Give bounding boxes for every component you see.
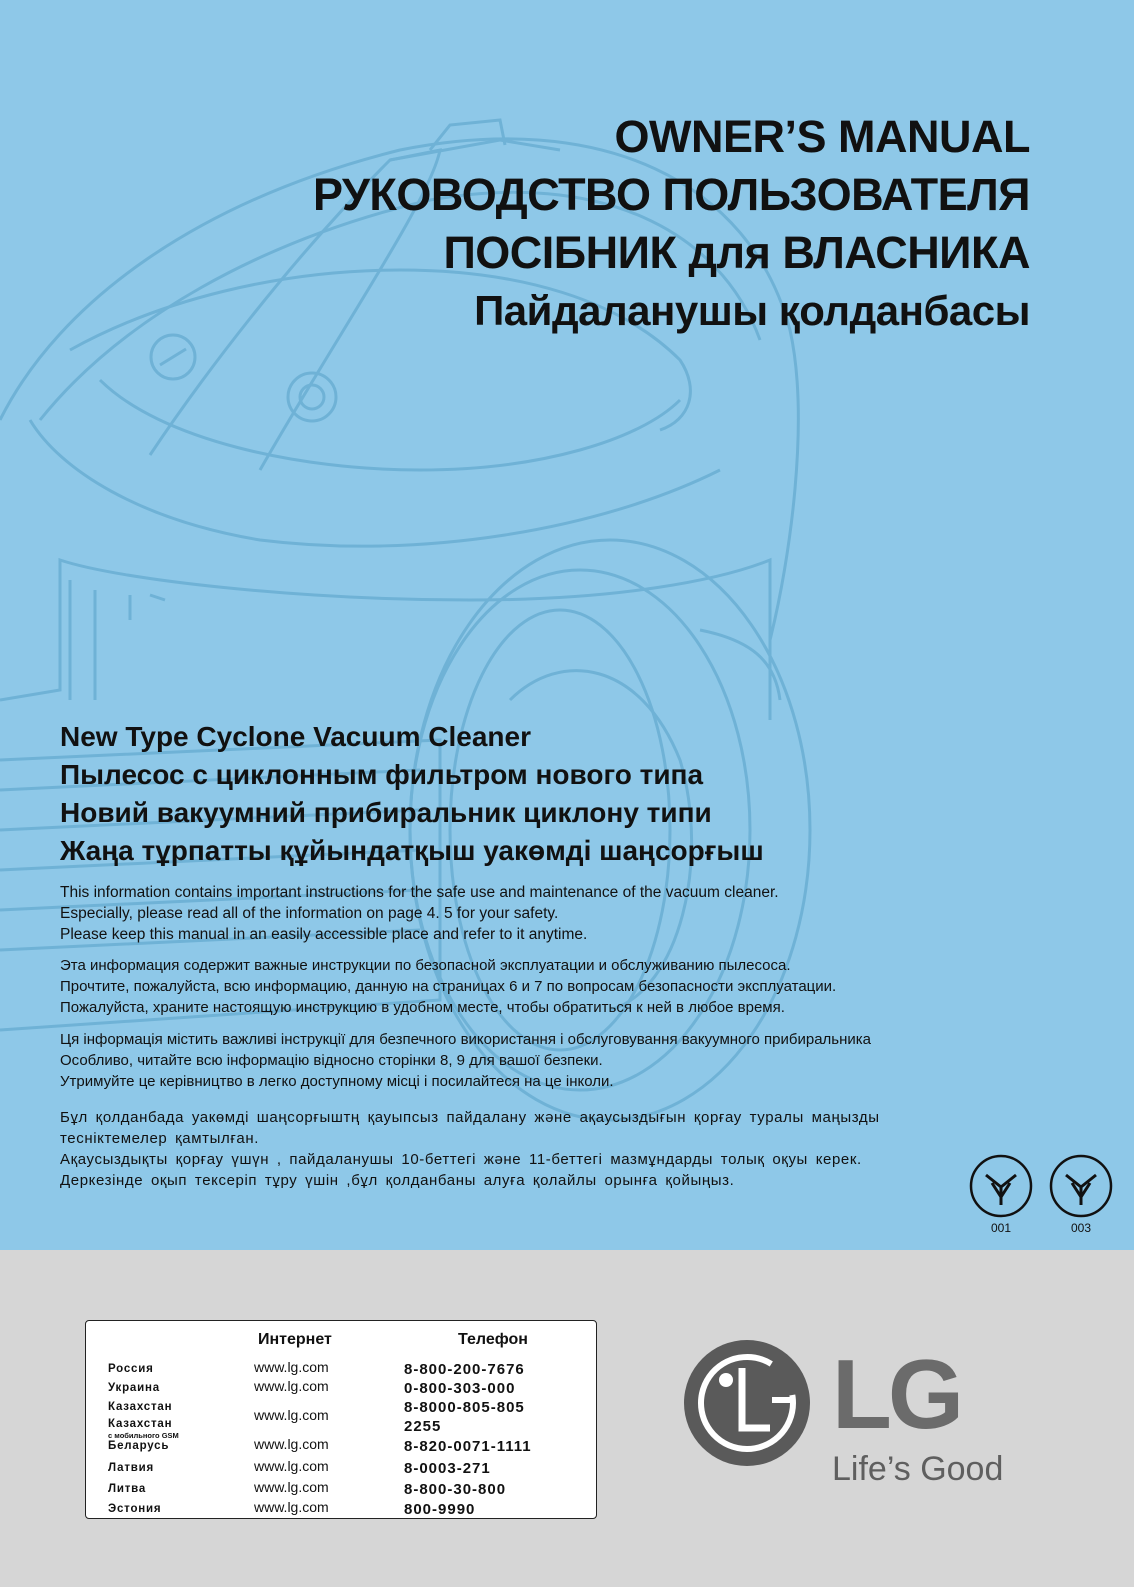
paragraph-line: Ақаусыздықты қорғау үшүн , пайдаланушы 10-беттегі және 11-беттегі мазмұндарды толық оқуы керек. bbox=[60, 1151, 862, 1168]
paragraph-line: This information contains important instructions for the safe use and maintenance of the vacuum cleaner. bbox=[60, 884, 779, 901]
website-link[interactable]: www.lg.com bbox=[254, 1359, 329, 1375]
phone-number: 8-820-0071-1111 bbox=[404, 1438, 532, 1455]
certification-code: 001 bbox=[990, 1221, 1012, 1235]
product-name-kazakh: Жаңа тұрпатты құйындатқыш уакөмді шаңсорғыш bbox=[60, 835, 764, 866]
paragraph-line: Особливо, читайте всю інформацію відносно сторінки 8, 9 для вашої безпеки. bbox=[60, 1052, 603, 1069]
website-link[interactable]: www.lg.com bbox=[254, 1378, 329, 1394]
manual-titles bbox=[313, 108, 1030, 340]
intro-paragraph-kazakh bbox=[60, 1107, 880, 1191]
paragraph-line: Please keep this manual in an easily accessible place and refer to it anytime. bbox=[60, 926, 588, 943]
certification-mark-001 bbox=[966, 1153, 1036, 1235]
phone-number: 0-800-303-000 bbox=[404, 1380, 516, 1397]
certification-code: 003 bbox=[1070, 1221, 1092, 1235]
phone-number: 8-8000-805-805 bbox=[404, 1399, 525, 1416]
phone-number: 8-0003-271 bbox=[404, 1460, 491, 1477]
paragraph-line: Бұл қолданбада уакөмді шаңсорғыштң қауыпсыз пайдалану және ақаусыздығын қорғау туралы маңызды bbox=[60, 1109, 880, 1126]
paragraph-line: Деркезінде оқып тексеріп тұру үшін ,бұл қолданбаны алуға қолайлы орынға қойыңыз. bbox=[60, 1172, 735, 1189]
website-link[interactable]: www.lg.com bbox=[254, 1407, 329, 1423]
title-russian: РУКОВОДСТВО ПОЛЬЗОВАТЕЛЯ bbox=[312, 169, 1030, 220]
paragraph-line: тесніктемелер қамтылған. bbox=[60, 1130, 259, 1147]
country-name: Беларусь bbox=[108, 1440, 170, 1452]
internet-column-header: Интернет bbox=[258, 1331, 332, 1348]
website-link[interactable]: www.lg.com bbox=[254, 1479, 329, 1495]
product-name-ukrainian: Новий вакуумний прибиральник циклону типи bbox=[60, 797, 712, 828]
certification-mark-003 bbox=[1046, 1153, 1116, 1235]
website-link[interactable]: www.lg.com bbox=[254, 1436, 329, 1452]
paragraph-line: Утримуйте це керівництво в легко доступному місці і посилайтеся на це інколи. bbox=[60, 1073, 614, 1090]
ukrainian-conformity-mark-icon bbox=[968, 1153, 1034, 1219]
phone-number: 2255 bbox=[404, 1418, 442, 1435]
country-name: Эстония bbox=[108, 1503, 162, 1515]
phone-number: 800-9990 bbox=[404, 1501, 476, 1518]
brand-tagline: Life’s Good bbox=[832, 1450, 1004, 1488]
ukrainian-conformity-mark-icon bbox=[1048, 1153, 1114, 1219]
paragraph-line: Эта информация содержит важные инструкции по безопасной эксплуатации и обслуживанию пылесоса. bbox=[60, 957, 791, 974]
country-name: Литва bbox=[108, 1483, 147, 1495]
paragraph-line: Ця інформація містить важливі інструкції для безпечного використання і обслуговування вакуумного прибиральника bbox=[60, 1031, 872, 1048]
product-name-english: New Type Cyclone Vacuum Cleaner bbox=[60, 721, 531, 752]
paragraph-line: Пожалуйста, храните настоящую инструкцию в удобном месте, чтобы обратиться к ней в любое время. bbox=[60, 999, 785, 1016]
country-note: с мобильного GSM bbox=[108, 1431, 179, 1440]
website-link[interactable]: www.lg.com bbox=[254, 1458, 329, 1474]
phone-number: 8-800-200-7676 bbox=[404, 1361, 525, 1378]
lg-logo-icon bbox=[682, 1338, 812, 1468]
intro-paragraph-english bbox=[60, 882, 779, 945]
title-english: OWNER’S MANUAL bbox=[614, 111, 1030, 162]
intro-paragraph-russian bbox=[60, 955, 836, 1018]
phone-column-header: Телефон bbox=[458, 1331, 528, 1348]
country-name: Латвия bbox=[108, 1462, 155, 1474]
contact-table bbox=[85, 1320, 597, 1519]
country-name: Казахстан bbox=[108, 1401, 173, 1413]
country-name: Казахстан bbox=[108, 1418, 173, 1430]
country-name: Украина bbox=[108, 1382, 160, 1394]
phone-number: 8-800-30-800 bbox=[404, 1481, 507, 1498]
paragraph-line: Прочтите, пожалуйста, всю информацию, данную на страницах 6 и 7 по вопросам безопасности эксплуатации. bbox=[60, 978, 837, 995]
paragraph-line: Especially, please read all of the information on page 4. 5 for your safety. bbox=[60, 905, 559, 922]
product-name-russian: Пылесос с циклонным фильтром нового типа bbox=[60, 759, 704, 790]
brand-name: LG bbox=[832, 1339, 961, 1449]
country-name: Россия bbox=[108, 1363, 154, 1375]
product-names bbox=[60, 718, 764, 870]
intro-paragraph-ukrainian bbox=[60, 1029, 871, 1092]
title-ukrainian: ПОСІБНИК для ВЛАСНИКА bbox=[443, 227, 1030, 278]
title-kazakh: Пайдаланушы қолданбасы bbox=[474, 287, 1030, 334]
website-link[interactable]: www.lg.com bbox=[254, 1499, 329, 1515]
